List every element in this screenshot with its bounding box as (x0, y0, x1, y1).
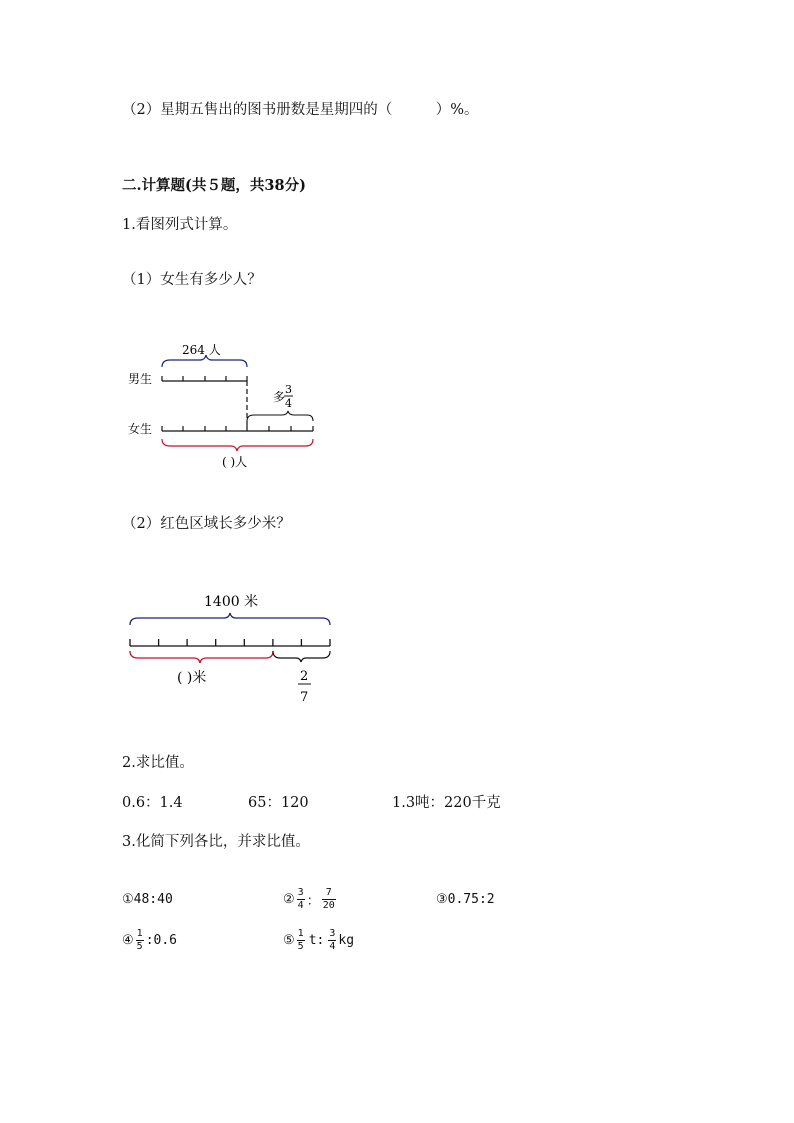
simplify-item-1: ①48:40 (122, 892, 173, 907)
diagram1-more-label: 多 (273, 390, 286, 404)
diagram1-girls-ticks (162, 426, 313, 431)
diagram1-bottom-label: ( )人 (222, 455, 248, 469)
diagram2-bottom-label: ( )米 (177, 670, 207, 686)
section-title: 二.计算题(共５题，共38分) (122, 177, 306, 194)
ratio-item-1: 0.6：1.4 (122, 795, 183, 811)
diagram2-black-brace (273, 651, 330, 662)
segment-diagram-boys-girls (120, 335, 330, 475)
diagram1-frac-num: 3 (285, 383, 292, 396)
diagram1-girls-label: 女生 (128, 422, 153, 436)
item-5-mid: t: (308, 932, 325, 948)
item-2-separator: ： (306, 893, 320, 909)
diagram1-boys-ticks (162, 376, 247, 381)
diagram1-boys-label: 男生 (128, 372, 153, 386)
diagram1-frac-den: 4 (285, 397, 292, 410)
question-1-sub1: （1）女生有多少人？ (122, 272, 262, 288)
diagram2-ticks (130, 639, 330, 646)
diagram2-red-brace (130, 651, 273, 663)
ratio-item-3: 1.3吨：220千克 (392, 795, 501, 811)
diagram1-black-brace (247, 411, 313, 421)
ratio-item-2: 65：120 (248, 795, 309, 811)
item-4-rest: :0.6 (145, 932, 177, 948)
diagram2-top-label: 1400 米 (204, 594, 259, 610)
item-4-marker: ④ (122, 932, 134, 948)
item-2-fraction-a: $\frac{3}{4}$ (297, 886, 304, 911)
item-2-marker: ② (283, 891, 295, 907)
diagram1-red-brace (162, 439, 313, 451)
question-3-title: 3.化简下列各比，并求比值。 (122, 834, 310, 850)
diagram1-top-label: 264 人 (182, 343, 221, 357)
item-5-fraction-a: $\frac{1}{5}$ (297, 927, 304, 952)
simplify-item-4 (122, 925, 177, 955)
diagram2-frac-den: 7 (300, 690, 309, 705)
question-1-sub2: （2）红色区域长多少米？ (122, 516, 291, 532)
simplify-item-5 (283, 925, 354, 955)
segment-diagram-length (120, 585, 340, 710)
item-5-fraction-b: $\frac{3}{4}$ (329, 927, 336, 952)
diagram2-blue-brace (130, 613, 330, 625)
question-2-title: 2.求比值。 (122, 755, 194, 771)
item-4-fraction: $\frac{1}{5}$ (136, 927, 143, 952)
simplify-item-3: ③0.75:2 (436, 892, 495, 907)
item-5-unit: kg (338, 932, 355, 948)
item-5-marker: ⑤ (283, 932, 295, 948)
question-2-prev: （2）星期五售出的图书册数是星期四的（ ）%。 (122, 102, 479, 118)
question-1-title: 1.看图列式计算。 (122, 217, 238, 233)
simplify-item-2 (283, 884, 338, 914)
item-2-fraction-b: $\frac{7}{20}$ (322, 886, 335, 911)
diagram2-frac-num: 2 (300, 669, 309, 684)
